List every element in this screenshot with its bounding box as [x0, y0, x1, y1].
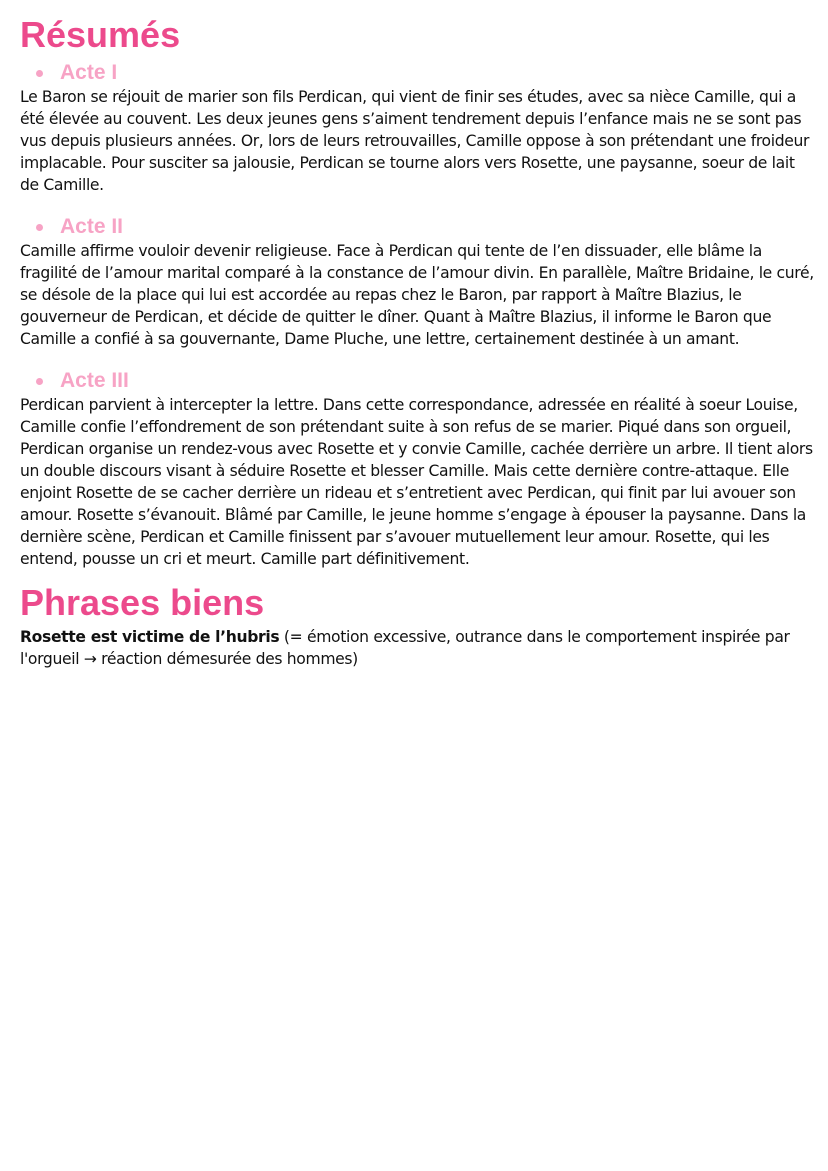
- acte-2-section: [20, 214, 816, 350]
- acte-2-heading: [20, 214, 816, 240]
- acte-3-section: [20, 368, 816, 570]
- bullet-icon: [36, 224, 43, 231]
- phrase-bold: Rosette est victime de l’hubris: [20, 628, 280, 646]
- spacer: [20, 196, 816, 206]
- acte-1-title: Acte I: [60, 61, 118, 84]
- acte-1-summary: Le Baron se réjouit de marier son fils Perdican, qui vient de finir ses études, avec sa nièce Camille, qui a été élevée au couvent. Les deux jeunes gens s’aiment tendrement depuis l’enfance mais ne se sont pas vus depuis plusieurs années. Or, lors de leurs retrouvailles, Camille oppose à son prétendant une froideur implacable. Pour susciter sa jalousie, Perdican se tourne alors vers Rosette, une paysanne, soeur de lait de Camille.: [20, 88, 810, 194]
- acte-1-heading: [20, 60, 816, 86]
- bullet-icon: [36, 378, 43, 385]
- document-page: [20, 10, 816, 670]
- acte-3-summary: Perdican parvient à intercepter la lettre. Dans cette correspondance, adressée en réalité à soeur Louise, Camille confie l’effondrement de son prétendant suite à son refus de se marier. Piqué dans son orgueil, Perdican organise un rendez-vous avec Rosette et y convie Camille, cachée derrière un arbre. Il tient alors un double discours visant à séduire Rosette et blesser Camille. Mais cette dernière contre-attaque. Elle enjoint Rosette de se cacher derrière un rideau et s’entretient avec Perdican, qui finit par lui avouer son amour. Rosette s’évanouit. Blâmé par Camille, le jeune homme s’engage à épouser la paysanne. Dans la dernière scène, Perdican et Camille finissent par s’avouer mutuellement leur amour. Rosette, qui les entend, pousse un cri et meurt. Camille part définitivement.: [20, 396, 813, 568]
- spacer: [20, 350, 816, 360]
- phrase-rest: (= émotion excessive, outrance dans le comportement inspirée par l'orgueil → réaction démesurée des hommes): [20, 628, 790, 668]
- acte-3-title: Acte III: [60, 369, 129, 392]
- acte-3-heading: [20, 368, 816, 394]
- acte-2-title: Acte II: [60, 215, 124, 238]
- phrase-item: [20, 626, 816, 670]
- acte-2-summary: Camille affirme vouloir devenir religieuse. Face à Perdican qui tente de l’en dissuader, elle blâme la fragilité de l’amour marital comparé à la constance de l’amour divin. En parallèle, Maître Bridaine, le curé, se désole de la place qui lui est accordée au repas chez le Baron, par rapport à Maître Blazius, le gouverneur de Perdican, et décide de quitter le dîner. Quant à Maître Blazius, il informe le Baron que Camille a confié à sa gouvernante, Dame Pluche, une lettre, certainement destinée à un amant.: [20, 242, 814, 348]
- resumes-heading: Résumés: [20, 14, 181, 55]
- acte-1-section: [20, 60, 816, 196]
- phrases-heading: Phrases biens: [20, 582, 265, 623]
- bullet-icon: [36, 70, 43, 77]
